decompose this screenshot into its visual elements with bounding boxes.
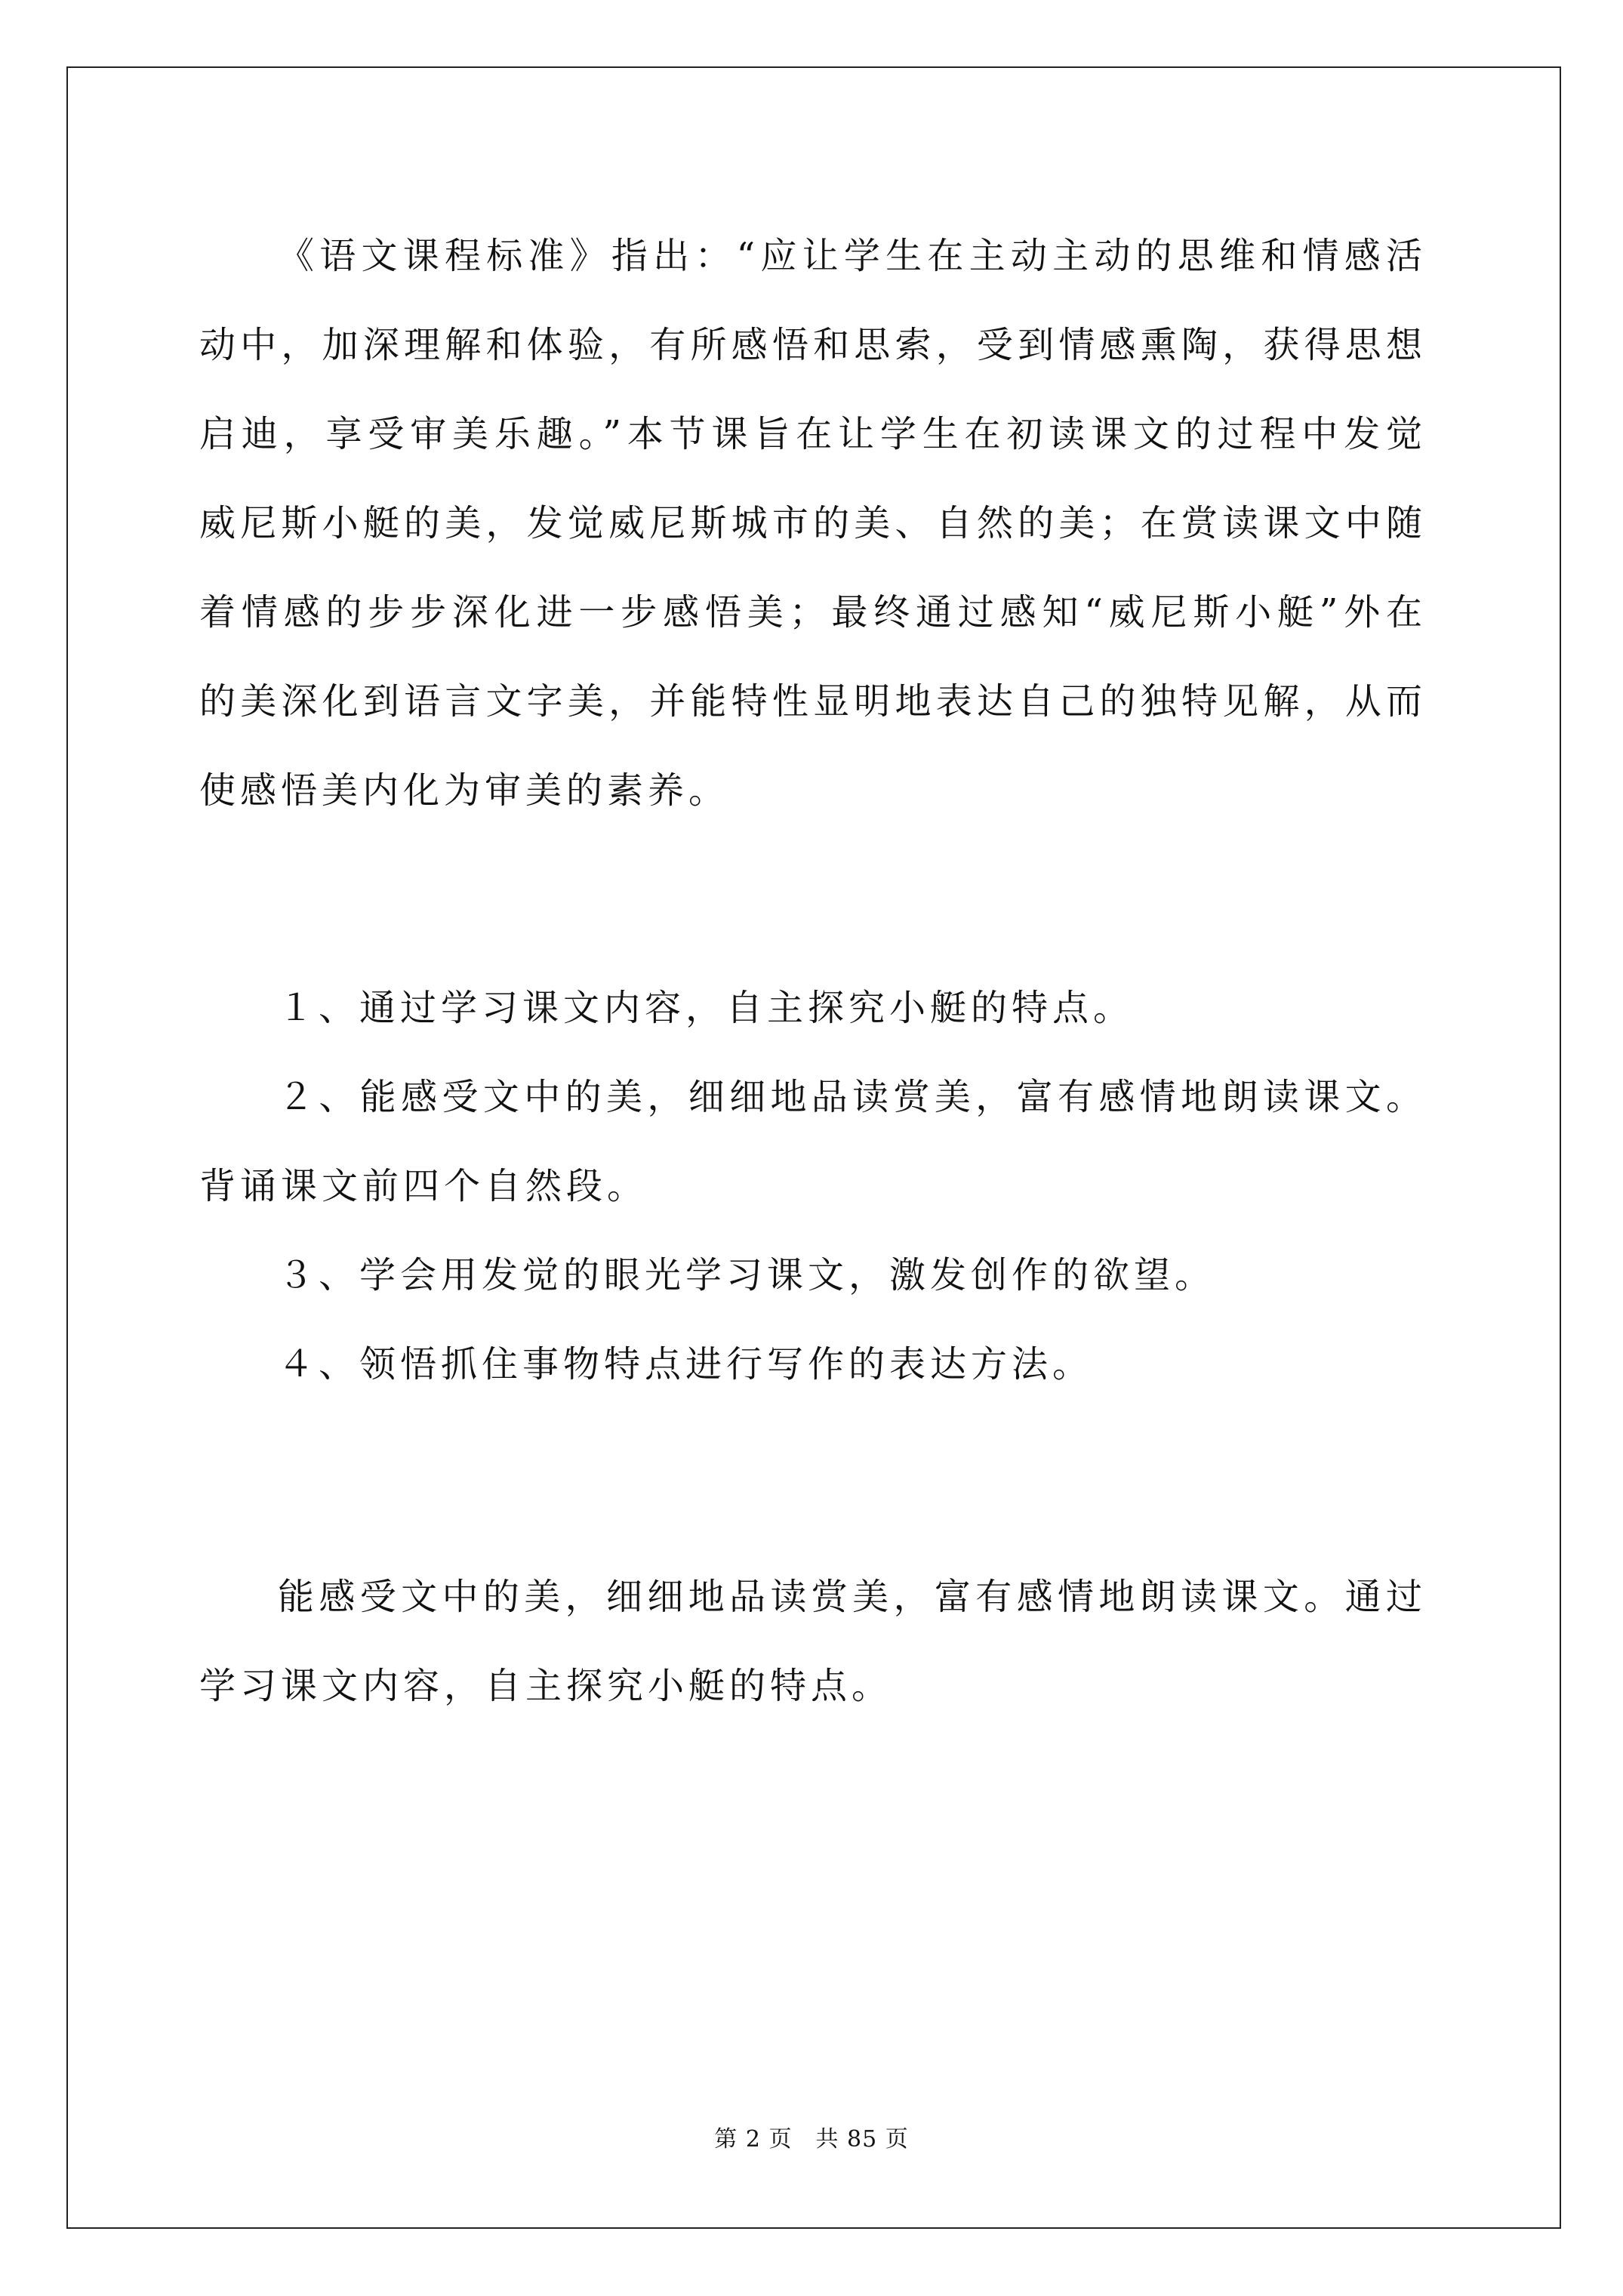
- document-body: [199, 211, 1427, 1730]
- page-number: 第 2 页 共 85 页: [714, 2126, 909, 2153]
- objective-3: ３、学会用发觉的眼光学习课文，激发创作的欲望。: [278, 1254, 1216, 1296]
- spacer: [199, 835, 1427, 963]
- key-points-paragraph: 能感受文中的美，细细地品读赏美，富有感情地朗读课文。通过学习课文内容，自主探究小艇的特点。: [199, 1576, 1427, 1707]
- spacer: [199, 1409, 1427, 1552]
- objective-2: ２、能感受文中的美，细细地品读赏美，富有感情地朗读课文。背诵课文前四个自然段。: [199, 1076, 1427, 1207]
- objective-1: １、通过学习课文内容，自主探究小艇的特点。: [278, 987, 1135, 1029]
- objective-4: ４、领悟抓住事物特点进行写作的表达方法。: [278, 1343, 1094, 1385]
- intro-paragraph: 《语文课程标准》指出：“应让学生在主动主动的思维和情感活动中，加深理解和体验，有所感悟和思索，受到情感熏陶，获得思想启迪，享受审美乐趣。”本节课旨在让学生在初读课文的过程中发觉威尼斯小艇的美，发觉威尼斯城市的美、自然的美；在赏读课文中随着情感的步步深化进一步感悟美；最终通过感知“威尼斯小艇”外在的美深化到语言文字美，并能特性显明地表达自己的独特见解，从而使感悟美内化为审美的素养。: [199, 235, 1427, 812]
